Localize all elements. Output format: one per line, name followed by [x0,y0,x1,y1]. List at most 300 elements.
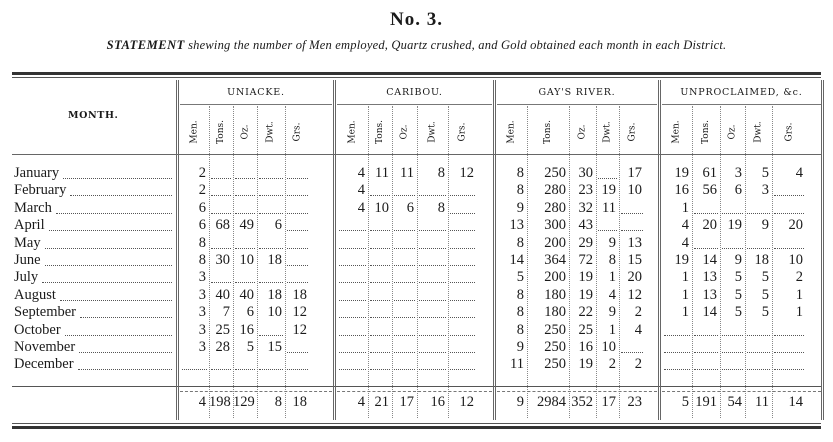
totals-separator [337,391,492,392]
empty-cell-dots [394,369,415,370]
leader-dots [60,300,172,301]
table-cell: 6 [198,217,206,234]
empty-cell-dots [287,213,308,214]
empty-cell-dots [370,300,390,301]
subtitle-text: shewing the number of Men employed, Quartz crushed, and Gold obtained each month in each District. [188,38,727,52]
table-cell: 9 [608,234,616,251]
month-label: July [14,269,39,286]
district-divider [493,80,496,420]
table-cell: 10 [627,182,642,199]
table-cell: 1 [795,286,803,303]
empty-cell-dots [664,335,690,336]
empty-cell-dots [694,213,718,214]
table-cell: 19 [674,252,689,268]
empty-cell-dots [419,195,446,196]
table-cell: 16 [578,339,593,355]
leader-dots [45,265,172,266]
table-cell: 250 [544,356,566,373]
empty-cell-dots [259,178,283,179]
total-cell: 9 [516,394,524,410]
table-cell: 18 [754,252,769,268]
table-cell: 3 [198,339,206,355]
empty-cell-dots [235,178,255,179]
empty-cell-dots [211,282,231,283]
empty-cell-dots [211,369,231,370]
empty-cell-dots [774,195,804,196]
total-cell: 129 [233,394,255,410]
table-cell: 19 [578,286,593,303]
table-cell: 9 [734,252,742,268]
empty-cell-dots [450,317,475,318]
total-cell: 17 [399,394,414,410]
table-cell: 15 [627,252,642,268]
table-cell: 4 [634,321,642,338]
empty-cell-dots [774,335,804,336]
column-header-grs [292,112,304,152]
table-cell: 4 [357,199,365,216]
table-cell: 4 [681,217,689,234]
empty-cell-dots [287,178,308,179]
table-cell: 19 [578,269,593,286]
empty-cell-dots [287,248,308,249]
empty-cell-dots [259,335,283,336]
table-cell: 250 [544,165,566,181]
column-header-label: Dwt. [427,121,438,143]
table-cell: 6 [274,217,282,234]
empty-cell-dots [370,335,390,336]
empty-cell-dots [722,213,743,214]
table-cell: 11 [400,165,414,181]
table-cell: 5 [734,286,742,303]
column-header-label: Oz. [727,124,738,140]
table-cell: 300 [544,217,566,234]
empty-cell-dots [394,195,415,196]
table-cell: 6 [246,304,254,321]
empty-cell-dots [450,248,475,249]
table-cell: 14 [702,304,717,321]
empty-cell-dots [394,248,415,249]
leader-dots [42,282,172,283]
district-header-rule [662,104,821,105]
table-cell: 9 [516,199,524,216]
table-cell: 3 [198,304,206,321]
empty-cell-dots [419,317,446,318]
table-cell: 2 [795,269,803,286]
empty-cell-dots [339,265,366,266]
column-header-dwt [753,112,765,152]
empty-cell-dots [182,369,207,370]
empty-cell-dots [450,195,475,196]
table-cell: 1 [681,199,689,216]
table-cell: 20 [788,217,803,234]
table-cell: 2 [634,356,642,373]
empty-cell-dots [370,369,390,370]
month-label: August [14,286,56,303]
table-cell: 5 [246,339,254,355]
table-cell: 18 [292,286,307,303]
empty-cell-dots [394,317,415,318]
empty-cell-dots [774,213,804,214]
table-cell: 8 [516,182,524,199]
table-cell: 72 [578,252,593,268]
empty-cell-dots [450,352,475,353]
district-divider [658,80,661,420]
empty-cell-dots [370,317,390,318]
empty-cell-dots [722,248,743,249]
table-cell: 12 [292,321,307,338]
empty-cell-dots [211,178,231,179]
total-cell: 18 [292,394,307,410]
table-cell: 8 [198,234,206,251]
table-cell: 15 [267,339,282,355]
empty-cell-dots [394,352,415,353]
total-cell: 8 [274,394,282,410]
empty-cell-dots [287,230,308,231]
table-cell: 43 [578,217,593,234]
table-cell: 2 [608,356,616,373]
table-cell: 5 [516,269,524,286]
total-cell: 54 [727,394,742,410]
table-cell: 17 [627,165,642,181]
top-rule-thin [12,77,821,78]
empty-cell-dots [287,369,308,370]
column-header-label: Grs. [627,122,638,142]
month-label: March [14,199,52,216]
empty-cell-dots [747,213,770,214]
top-rule-thick [12,72,821,75]
table-cell: 11 [510,356,524,373]
empty-cell-dots [394,335,415,336]
table-cell: 49 [239,217,254,234]
month-label: December [14,356,74,373]
table-cell: 364 [544,252,566,268]
district-header: CARIBOU. [386,87,443,98]
column-header-label: Tons. [701,120,711,144]
table-cell: 6 [406,199,414,216]
table-cell: 3 [198,269,206,286]
table-cell: 4 [357,165,365,181]
empty-cell-dots [370,265,390,266]
table-cell: 3 [761,182,769,199]
empty-cell-dots [694,335,718,336]
table-cell: 1 [681,304,689,321]
table-cell: 1 [681,269,689,286]
table-cell: 5 [734,269,742,286]
total-cell: 14 [788,394,803,410]
column-header-tons [542,112,554,152]
empty-cell-dots [722,352,743,353]
table-cell: 3 [198,321,206,338]
total-cell: 12 [459,394,474,410]
table-cell: 1 [608,269,616,286]
table-cell: 25 [578,321,593,338]
district-header: UNIACKE. [227,87,285,98]
leader-dots [65,335,172,336]
empty-cell-dots [394,282,415,283]
district-header: UNPROCLAIMED, &c. [680,87,803,98]
table-cell: 1 [795,304,803,321]
leader-dots [80,317,172,318]
empty-cell-dots [211,213,231,214]
table-cell: 25 [215,321,230,338]
total-cell: 191 [695,394,717,410]
month-label: April [14,217,45,234]
leader-dots [49,230,172,231]
empty-cell-dots [694,352,718,353]
table-cell: 7 [222,304,230,321]
empty-cell-dots [339,369,366,370]
empty-cell-dots [339,248,366,249]
column-header-label: Grs. [457,122,468,142]
empty-cell-dots [211,248,231,249]
empty-cell-dots [235,213,255,214]
table-cell: 8 [437,165,445,181]
empty-cell-dots [235,248,255,249]
table-cell: 5 [761,286,769,303]
table-cell: 9 [761,217,769,234]
empty-cell-dots [287,282,308,283]
table-cell: 180 [544,304,566,321]
empty-cell-dots [774,248,804,249]
leader-dots [45,248,172,249]
empty-cell-dots [450,369,475,370]
total-cell: 352 [571,394,593,410]
empty-cell-dots [370,352,390,353]
table-cell: 13 [702,286,717,303]
column-header-label: Tons. [216,120,226,144]
empty-cell-dots [747,369,770,370]
table-cell: 14 [702,252,717,268]
table-cell: 23 [578,182,593,199]
column-header-label: Men. [347,120,358,144]
table-cell: 4 [608,286,616,303]
month-column-header: MONTH. [68,110,119,121]
table-cell: 5 [734,304,742,321]
month-label: February [14,182,67,199]
column-header-grs [457,112,469,152]
district-header-rule [337,104,492,105]
table-cell: 13 [509,217,524,234]
table-cell: 13 [627,234,642,251]
column-header-label: Oz. [577,124,588,140]
table-cell: 19 [727,217,742,234]
table-cell: 30 [578,165,593,181]
table-right-edge [821,80,824,420]
table-cell: 13 [702,269,717,286]
table-cell: 56 [702,182,717,199]
column-header-label: Men. [189,120,200,144]
leader-dots [63,178,172,179]
column-header-label: Men. [672,120,683,144]
column-header-men [506,112,518,152]
empty-cell-dots [747,248,770,249]
empty-cell-dots [747,352,770,353]
table-cell: 2 [198,182,206,199]
table-cell: 40 [215,286,230,303]
total-cell: 198 [209,394,231,410]
column-header-oz [399,112,411,152]
empty-cell-dots [621,230,643,231]
column-divider [368,106,369,418]
column-header-dwt [602,112,614,152]
empty-cell-dots [419,300,446,301]
column-header-label: Men. [507,120,518,144]
empty-cell-dots [287,352,308,353]
table-cell: 8 [516,304,524,321]
table-cell: 19 [601,182,616,199]
column-divider [392,106,393,418]
table-cell: 250 [544,339,566,355]
table-cell: 8 [608,252,616,268]
table-cell: 61 [702,165,717,181]
empty-cell-dots [370,195,390,196]
month-label: May [14,234,41,251]
table-cell: 8 [516,234,524,251]
empty-cell-dots [419,335,446,336]
empty-cell-dots [339,282,366,283]
table-cell: 280 [544,199,566,216]
table-cell: 40 [239,286,254,303]
month-label: January [14,165,60,181]
empty-cell-dots [621,352,643,353]
table-cell: 18 [267,252,282,268]
table-cell: 12 [292,304,307,321]
empty-cell-dots [419,352,446,353]
table-cell: 2 [634,304,642,321]
table-cell: 1 [681,286,689,303]
table-cell: 3 [734,165,742,181]
table-cell: 200 [544,269,566,286]
empty-cell-dots [259,248,283,249]
leader-dots [79,352,172,353]
table-cell: 8 [516,286,524,303]
table-cell: 3 [198,286,206,303]
table-cell: 11 [375,165,389,181]
empty-cell-dots [450,230,475,231]
column-header-grs [626,112,638,152]
table-cell: 32 [578,199,593,216]
empty-cell-dots [287,195,308,196]
column-header-tons [215,112,227,152]
empty-cell-dots [235,282,255,283]
table-cell: 8 [516,165,524,181]
table-cell: 250 [544,321,566,338]
table-cell: 4 [681,234,689,251]
empty-cell-dots [419,282,446,283]
district-header-rule [180,104,332,105]
empty-cell-dots [419,265,446,266]
column-header-men [671,112,683,152]
column-header-tons [374,112,386,152]
table-cell: 10 [601,339,616,355]
table-cell: 1 [608,321,616,338]
table-cell: 200 [544,234,566,251]
empty-cell-dots [722,369,743,370]
column-header-label: Dwt. [266,121,276,143]
empty-cell-dots [419,369,446,370]
empty-cell-dots [598,178,617,179]
leader-dots [78,369,172,370]
empty-cell-dots [450,213,475,214]
table-cell: 28 [215,339,230,355]
empty-cell-dots [394,230,415,231]
month-label: October [14,321,61,338]
column-header-label: Tons. [375,120,385,144]
table-cell: 9 [516,339,524,355]
table-cell: 20 [627,269,642,286]
month-label: June [14,252,41,268]
empty-cell-dots [339,230,366,231]
empty-cell-dots [370,282,390,283]
table-cell: 5 [761,165,769,181]
column-header-dwt [265,112,277,152]
table-cell: 280 [544,182,566,199]
empty-cell-dots [259,369,283,370]
empty-cell-dots [722,335,743,336]
totals-separator [180,391,332,392]
total-cell: 16 [430,394,445,410]
column-header-label: Oz. [240,124,251,140]
empty-cell-dots [621,213,643,214]
table-cell: 16 [239,321,254,338]
empty-cell-dots [450,335,475,336]
subtitle-caps: STATEMENT [106,38,185,52]
table-cell: 14 [509,252,524,268]
total-cell: 4 [357,394,365,410]
bottom-rule-thin [12,423,821,424]
column-header-oz [727,112,739,152]
column-divider [448,106,449,418]
table-cell: 4 [795,165,803,181]
empty-cell-dots [339,352,366,353]
column-header-oz [239,112,251,152]
empty-cell-dots [664,369,690,370]
empty-cell-dots [235,369,255,370]
table-cell: 12 [627,286,642,303]
total-cell: 11 [755,394,769,410]
total-cell: 5 [681,394,689,410]
column-header-label: Dwt. [753,121,764,143]
bottom-rule-thick [12,426,821,429]
table-cell: 2 [198,165,206,181]
empty-cell-dots [394,300,415,301]
district-divider [333,80,336,420]
empty-cell-dots [259,213,283,214]
column-divider [417,106,418,418]
column-header-label: Grs. [292,122,303,142]
column-header-grs [783,112,795,152]
empty-cell-dots [259,195,283,196]
total-cell: 4 [198,394,206,410]
empty-cell-dots [339,317,366,318]
column-header-label: Oz. [399,124,410,140]
total-cell: 21 [374,394,389,410]
table-cell: 22 [578,304,593,321]
empty-cell-dots [774,352,804,353]
table-cell: 8 [516,321,524,338]
document-subtitle [0,38,833,53]
table-cell: 20 [702,217,717,234]
table-cell: 10 [267,304,282,321]
table-cell: 9 [608,304,616,321]
table-cell: 8 [437,199,445,216]
totals-separator [497,391,657,392]
table-cell: 5 [761,304,769,321]
empty-cell-dots [694,369,718,370]
district-divider [176,80,179,420]
leader-dots [56,213,172,214]
column-header-oz [577,112,589,152]
